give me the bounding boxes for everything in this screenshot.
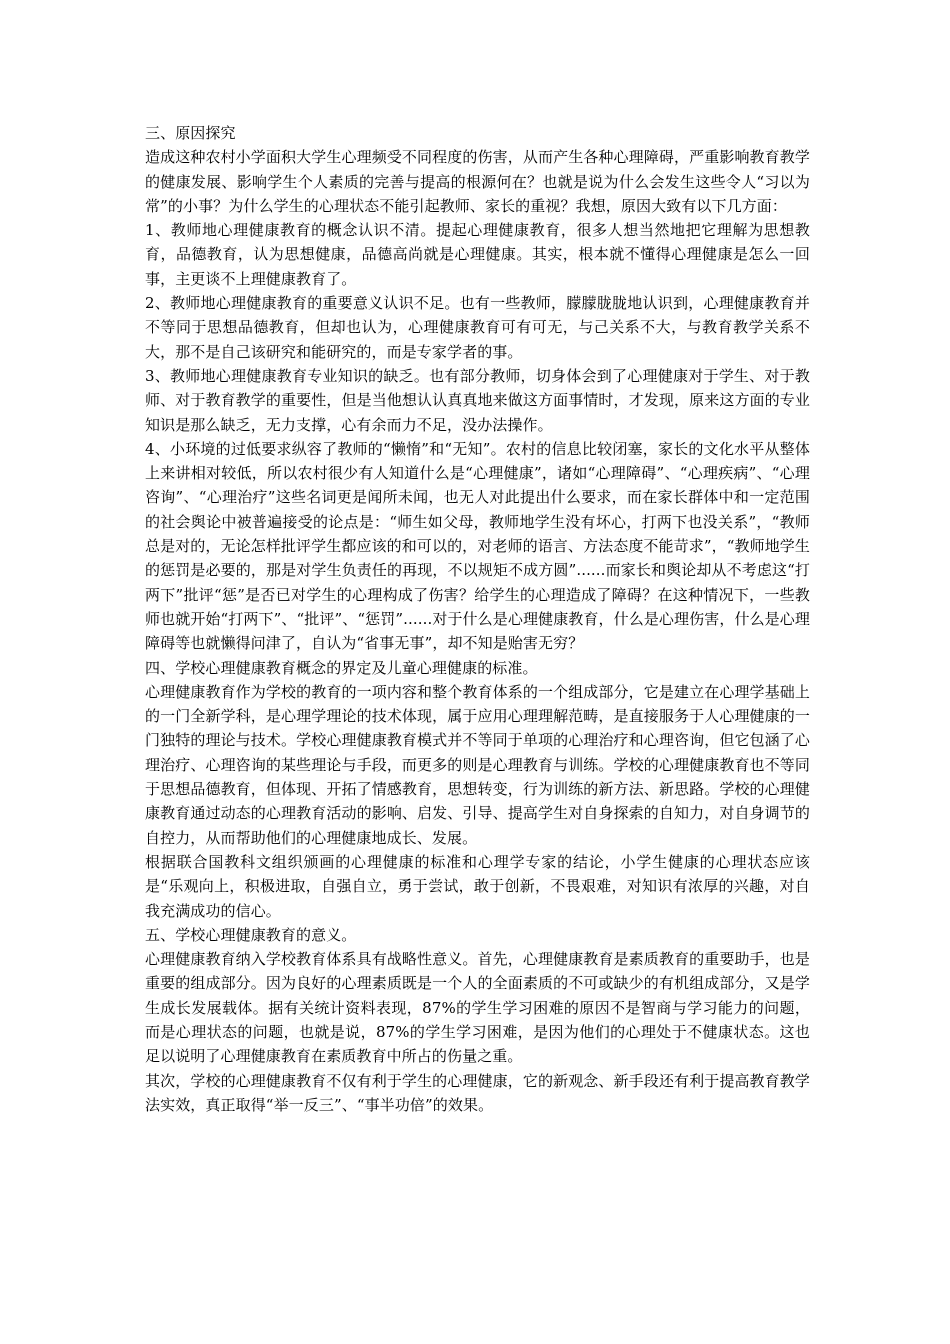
paragraph-standard: 根据联合国教科文组织颁画的心理健康的标准和心理学专家的结论，小学生健康的心理状态应该是“乐观向上，积极进取，自强自立，勇于尝试，敢于创新，不畏艰难，对知识有浓厚的兴趣，对自我充满成功的信心。 (145, 852, 810, 920)
section-heading-5: 五、学校心理健康教育的意义。 (145, 925, 357, 944)
paragraph-definition: 心理健康教育作为学校的教育的一项内容和整个教育体系的一个组成部分，它是建立在心理学基础上的一门全新学科，是心理学理论的技术体现，属于应用心理理解范畴，是直接服务于人心理健康的一门独特的理论与技术。学校心理健康教育模式并不等同于单项的心理治疗和心理咨询，但它包涵了心理治疗、心理咨询的某些理论与手段，而更多的则是心理教育与训练。学校的心理健康教育也不等同于思想品德教育，但体现、开拓了情感教育，思想转变，行为训练的新方法、新思路。学校的心理健康教育通过动态的心理教育活动的影响、启发、引导、提高学生对自身探索的自知力，对自身调节的自控力，从而帮助他们的心理健康地成长、发展。 (145, 682, 810, 847)
paragraph-reason-4: 4、小环境的过低要求纵容了教师的“懒惰”和“无知”。农村的信息比较闭塞，家长的文化水平从整体上来讲相对较低，所以农村很少有人知道什么是“心理健康”，诸如“心理障碍”、“心理疾病”、“心理咨询”、“心理治疗”这些名词更是闻所未闻，也无人对此提出什么要求，而在家长群体中和一定范围的社会舆论中被普遍接受的论点是：“师生如父母，教师地学生没有坏心，打两下也没关系”，“教师总是对的，无论怎样批评学生都应该的和可以的，对老师的语言、方法态度不能苛求”，“教师地学生的惩罚是必要的，那是对学生负责任的再现，不以规矩不成方圆”......而家长和舆论却从不考虑这“打两下”批评“惩”是否已对学生的心理构成了伤害？给学生的心理造成了障碍？在这种情况下，一些教师也就开始“打两下”、“批评”、“惩罚”......对于什么是心理健康教育，什么是心理伤害，什么是心理障碍等也就懒得问津了，自认为“省事无事”，却不知是贻害无穷？ (145, 439, 810, 653)
paragraph-reason-2: 2、教师地心理健康教育的重要意义认识不足。也有一些教师，朦朦胧胧地认识到，心理健康教育并不等同于思想品德教育，但却也认为，心理健康教育可有可无，与己关系不大，与教育教学关系不大，那不是自己该研究和能研究的，而是专家学者的事。 (145, 294, 810, 361)
paragraph-intro: 造成这种农村小学面积大学生心理频受不同程度的伤害，从而产生各种心理障碍，严重影响教育教学的健康发展、影响学生个人素质的完善与提高的根源何在？也就是说为什么会发生这些令人“习以为常”的小事？为什么学生的心理状态不能引起教师、家长的重视？我想，原因大致有以下几方面： (145, 148, 810, 215)
paragraph-reason-1: 1、教师地心理健康教育的概念认识不清。提起心理健康教育，很多人想当然地把它理解为思想教育，品德教育，认为思想健康，品德高尚就是心理健康。其实，根本就不懂得心理健康是怎么一回事，主更谈不上理健康教育了。 (145, 221, 810, 288)
paragraph-significance-2: 其次，学校的心理健康教育不仅有利于学生的心理健康，它的新观念、新手段还有利于提高教育教学法实效，真正取得“举一反三”、“事半功倍”的效果。 (145, 1071, 810, 1114)
section-heading-4: 四、学校心理健康教育概念的界定及儿童心理健康的标准。 (145, 658, 538, 677)
paragraph-reason-3: 3、教师地心理健康教育专业知识的缺乏。也有部分教师，切身体会到了心理健康对于学生、对于教师、对于教育教学的重要性，但是当他想认认真真地来做这方面事情时，才发现，原来这方面的专业知识是那么缺乏，无力支撑，心有余而力不足，没办法操作。 (145, 366, 810, 434)
document-body (145, 121, 810, 1117)
paragraph-significance-1: 心理健康教育纳入学校教育体系具有战略性意义。首先，心理健康教育是素质教育的重要助手，也是重要的组成部分。因为良好的心理素质既是一个人的全面素质的不可或缺少的有机组成部分，又是学生成长发展载体。据有关统计资料表现，87%的学生学习困难的原因不是智商与学习能力的问题，而是心理状态的问题，也就是说，87%的学生学习困难，是因为他们的心理处于不健康状态。这也足以说明了心理健康教育在素质教育中所占的伤量之重。 (145, 950, 810, 1066)
section-heading-3: 三、原因探究 (145, 124, 236, 142)
